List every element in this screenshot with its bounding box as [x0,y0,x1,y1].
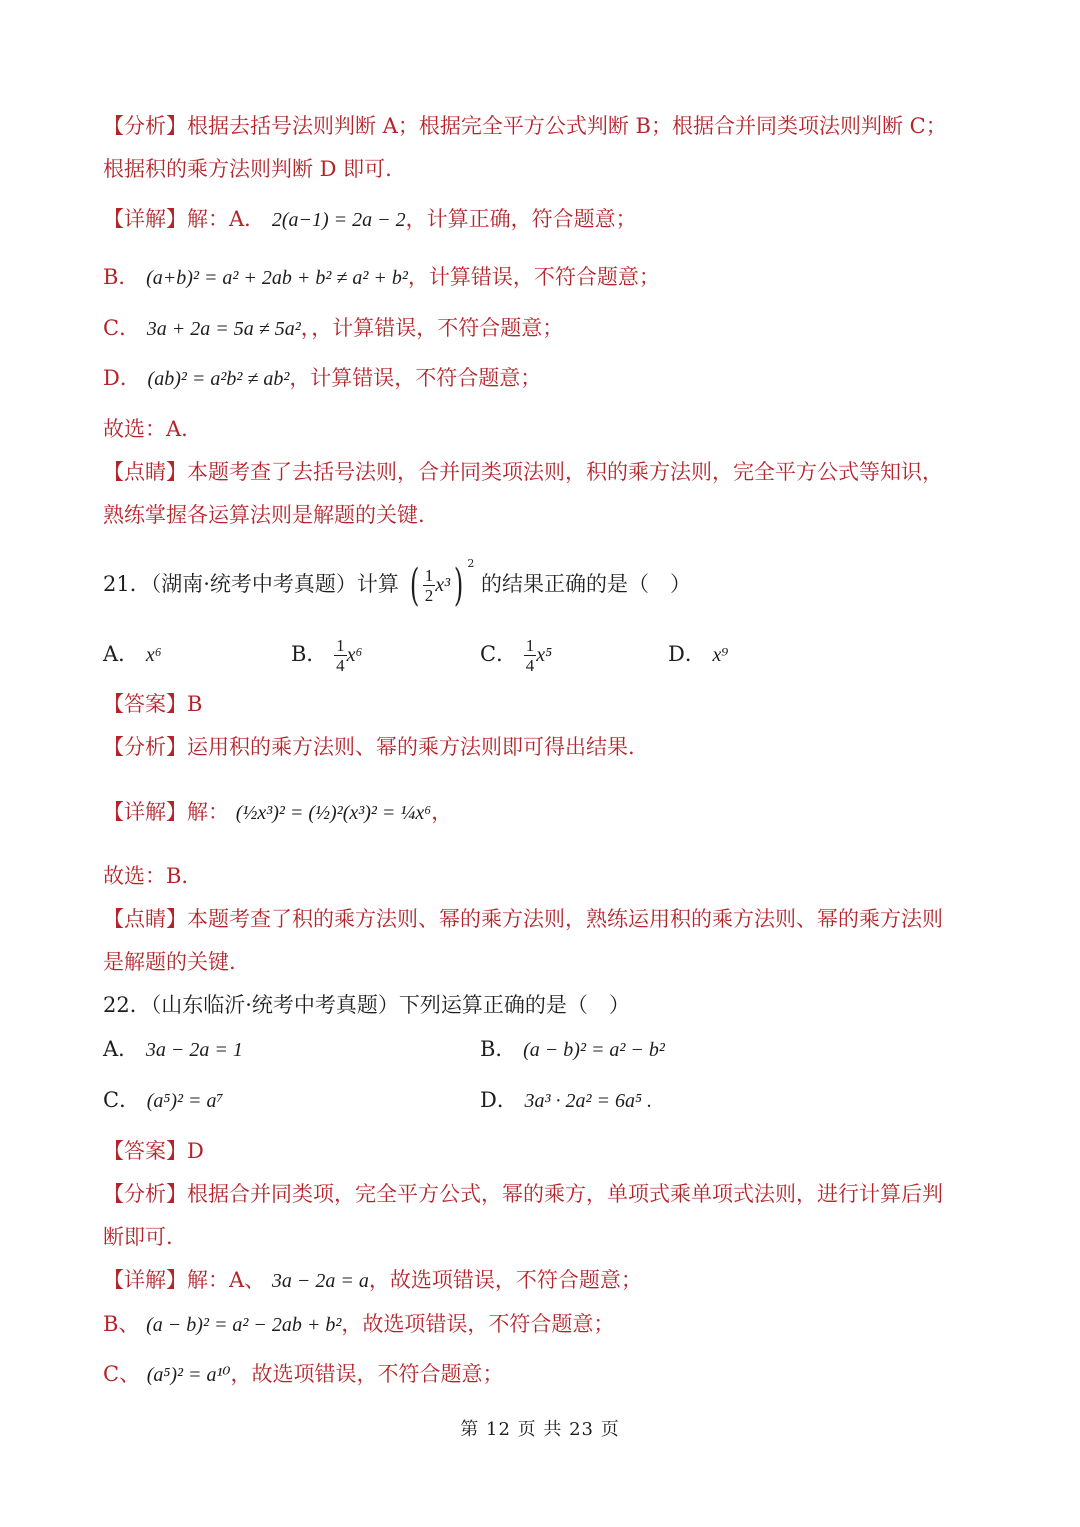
q21-analysis: 【分析】运用积的乘方法则、幂的乘方法则即可得出结果. [103,735,635,759]
q22-detail-b: B、 (a − b)² = a² − 2ab + b²，故选项错误，不符合题意； [103,1312,615,1336]
q22-option-c[interactable]: C． (a⁵)² = a⁷ [103,1088,224,1112]
q20-analysis-line2: 根据积的乘方法则判断 D 即可. [103,157,392,181]
q21-choice: 故选：B. [103,864,189,888]
q22-analysis-line1: 【分析】根据合并同类项，完全平方公式，幂的乘方，单项式乘单项式法则，进行计算后判 [103,1182,943,1206]
q20-detail-a: 【详解】解：A． 2(a−1) = 2a − 2，计算正确，符合题意； [103,207,637,231]
q20-analysis-line1: 【分析】根据去括号法则判断 A；根据完全平方公式判断 B；根据合并同类项法则判断 C； [103,114,947,138]
q22-detail-a: 【详解】解：A、 3a − 2a = a，故选项错误，不符合题意； [103,1268,642,1292]
q21-answer: 【答案】B [103,692,203,716]
q21-option-c[interactable]: C． $\frac{1}{4}$ x⁵ [480,636,553,675]
q22-option-a[interactable]: A． 3a − 2a = 1 [103,1037,243,1061]
q22-analysis-line2: 断即可. [103,1225,173,1249]
q21-stem: 21．（湖南·统考中考真题）计算 ( $\frac{1}{2}$ x³) $^2$ 的结果正确的是（ ） [103,557,691,611]
q22-stem: 22．（山东临沂·统考中考真题）下列运算正确的是（ ） [103,993,630,1017]
q21-remark-line1: 【点睛】本题考查了积的乘方法则、幂的乘方法则，熟练运用积的乘方法则、幂的乘方法则 [103,907,943,931]
page-footer: 第 12 页 共 23 页 [460,1419,620,1440]
q22-detail-c: C、 (a⁵)² = a¹⁰，故选项错误，不符合题意； [103,1362,504,1386]
q20-remark-line2: 熟练掌握各运算法则是解题的关键. [103,503,425,527]
q22-answer: 【答案】D [103,1139,204,1163]
q20-remark-line1: 【点睛】本题考查了去括号法则，合并同类项法则，积的乘方法则，完全平方公式等知识， [103,460,943,484]
q21-option-b[interactable]: B． $\frac{1}{4}$ x⁶ [291,636,363,675]
q20-detail-d: D． (ab)² = a²b² ≠ ab²，计算错误，不符合题意； [103,366,542,390]
q20-detail-c: C． 3a + 2a = 5a ≠ 5a²，，计算错误，不符合题意； [103,316,564,340]
q20-detail-b: B． (a+b)² = a² + 2ab + b² ≠ a² + b²，计算错误，不符合题意； [103,265,660,289]
q22-option-d[interactable]: D． 3a³ · 2a² = 6a⁵ . [480,1088,652,1112]
q21-option-d[interactable]: D． x⁹ [668,642,729,666]
q21-detail: 【详解】解： (½x³)² = (½)²(x³)² = ¼x⁶， [103,800,453,824]
q21-remark-line2: 是解题的关键. [103,950,236,974]
q22-option-b[interactable]: B． (a − b)² = a² − b² [480,1037,665,1061]
analysis-tag: 【分析】 [103,114,187,138]
q21-option-a[interactable]: A． x⁶ [103,642,162,666]
q20-choice: 故选：A. [103,417,188,441]
